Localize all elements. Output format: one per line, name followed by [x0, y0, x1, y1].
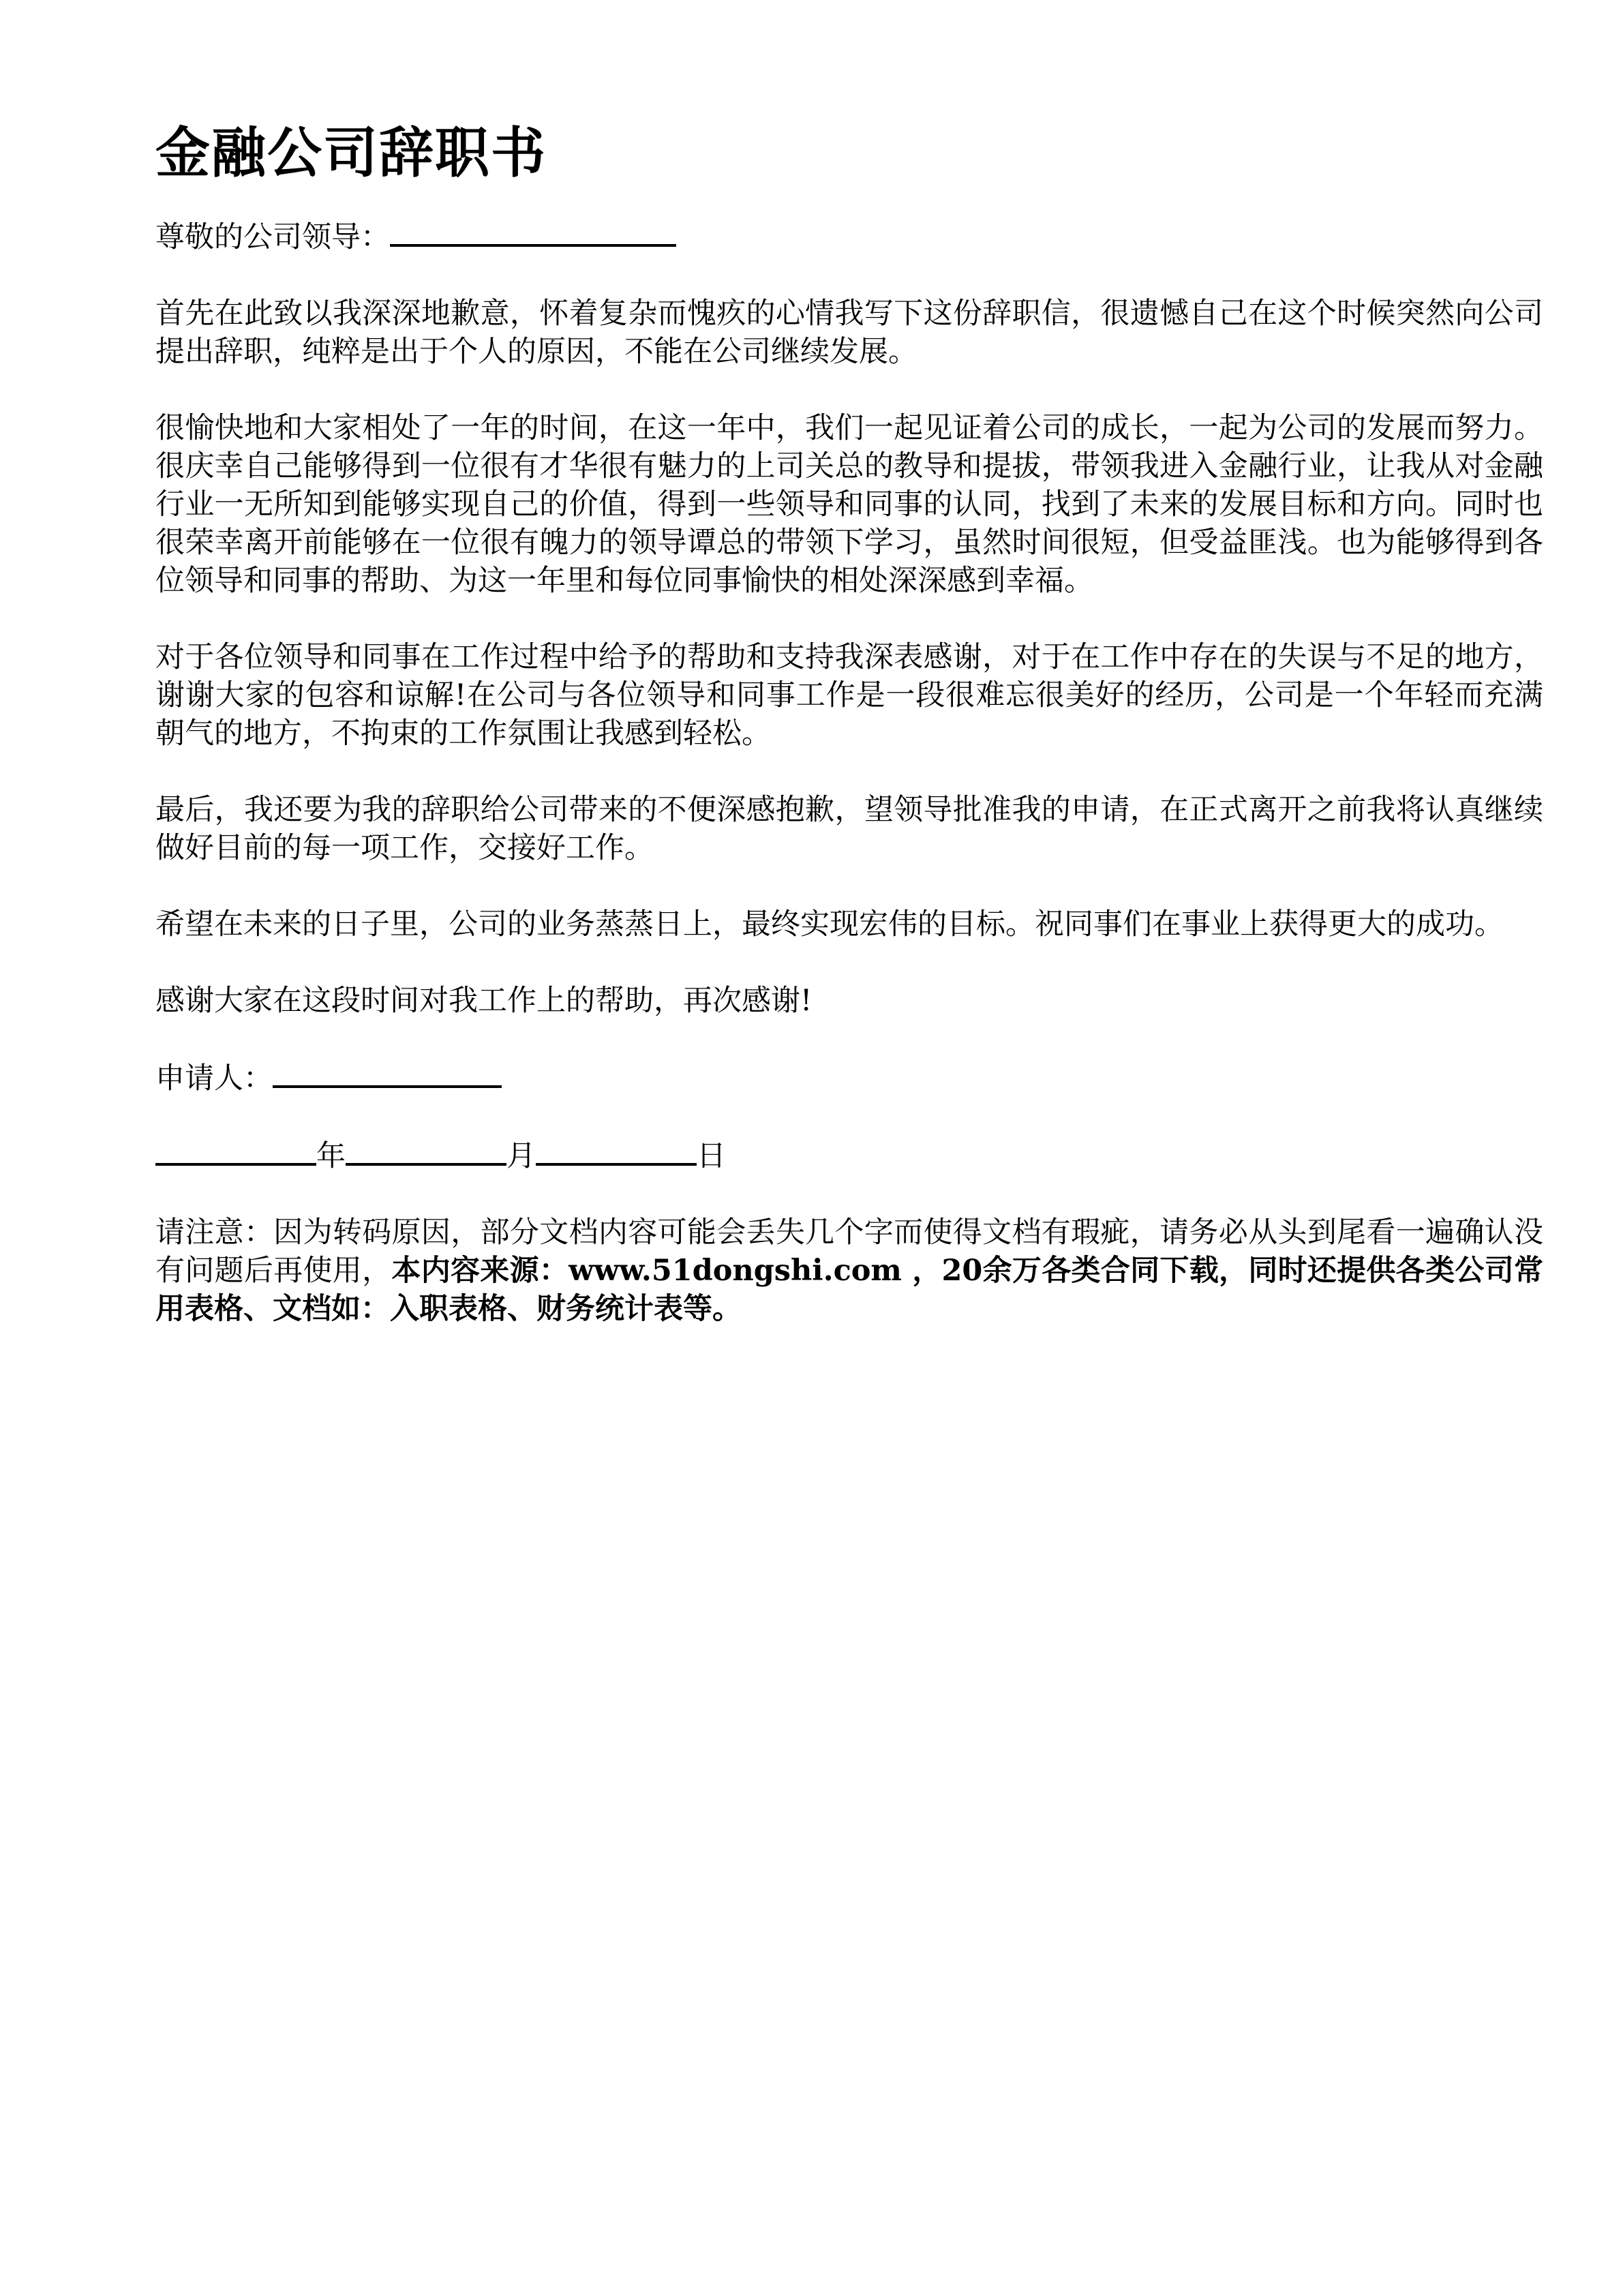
leader-name-blank	[390, 217, 676, 247]
paragraph-thanks-support: 对于各位领导和同事在工作过程中给予的帮助和支持我深表感谢，对于在工作中存在的失误与不足的地方，谢谢大家的包容和谅解!在公司与各位领导和同事工作是一段很难忘很美好的经历，公司是一个年轻而充满朝气的地方，不拘束的工作氛围让我感到轻松。	[155, 640, 1543, 751]
document-title: 金融公司辞职书	[155, 121, 547, 185]
day-blank	[536, 1136, 697, 1166]
notice-source-text: 本内容来源：www.51dongshi.com ，20余万各类合同下载，同时还提供各类公司常用表格、文档如：入职表格、财务统计表等。	[155, 1254, 1543, 1326]
month-label: 月	[506, 1139, 536, 1173]
day-label: 日	[697, 1139, 726, 1173]
salutation-line	[155, 217, 1543, 256]
paragraph-closing-thanks: 感谢大家在这段时间对我工作上的帮助，再次感谢!	[155, 984, 813, 1018]
applicant-name-blank	[273, 1058, 502, 1088]
applicant-line	[155, 1058, 1543, 1098]
paragraph-gratitude-experience: 很愉快地和大家相处了一年的时间，在这一年中，我们一起见证着公司的成长，一起为公司的发展而努力。很庆幸自己能够得到一位很有才华很有魅力的上司关总的教导和提拔，带领我进入金融行业，让我从对金融行业一无所知到能够实现自己的价值，得到一些领导和同事的认同，找到了未来的发展目标和方向。同时也很荣幸离开前能够在一位很有魄力的领导谭总的带领下学习，虽然时间很短，但受益匪浅。也为能够得到各位领导和同事的帮助、为这一年里和每位同事愉快的相处深深感到幸福。	[155, 411, 1543, 598]
paragraph-wishes: 希望在未来的日子里，公司的业务蒸蒸日上，最终实现宏伟的目标。祝同事们在事业上获得更大的成功。	[155, 907, 1504, 941]
notice-text: 请注意：因为转码原因，部分文档内容可能会丢失几个字而使得文档有瑕疵，请务必从头到尾看一遍确认没有问题后再使用，	[155, 1215, 1543, 1288]
date-line	[155, 1136, 1543, 1175]
applicant-label: 申请人：	[155, 1061, 273, 1096]
paragraph-apology: 首先在此致以我深深地歉意，怀着复杂而愧疚的心情我写下这份辞职信，很遗憾自己在这个时候突然向公司提出辞职，纯粹是出于个人的原因，不能在公司继续发展。	[155, 297, 1543, 369]
year-blank	[155, 1136, 316, 1166]
paragraph-handover: 最后，我还要为我的辞职给公司带来的不便深感抱歉，望领导批准我的申请，在正式离开之前我将认真继续做好目前的每一项工作，交接好工作。	[155, 793, 1543, 865]
notice-paragraph	[155, 1213, 1543, 1328]
salutation-text: 尊敬的公司领导：	[155, 220, 390, 254]
month-blank	[346, 1136, 506, 1166]
document-page	[155, 116, 1543, 1366]
year-label: 年	[316, 1139, 346, 1173]
